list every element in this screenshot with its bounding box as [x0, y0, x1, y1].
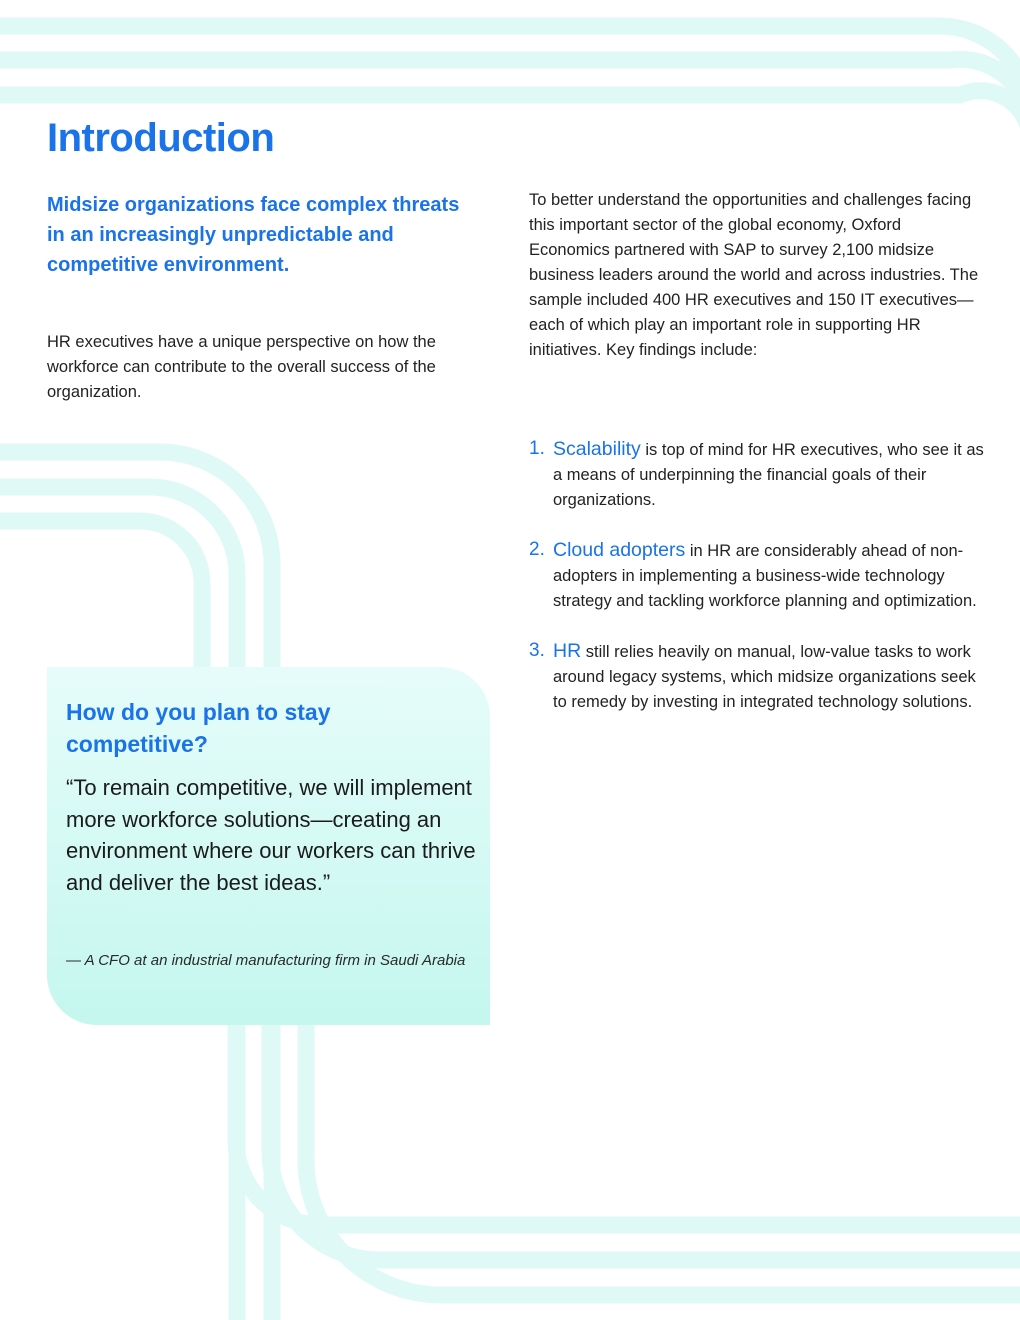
finding-term: HR	[553, 640, 582, 662]
finding-text: in HR are considerably ahead of non-adopters in implementing a business-wide technology strategy and tackling workforce planning and optimization.	[553, 542, 977, 610]
finding-item	[529, 437, 989, 513]
finding-item	[529, 639, 989, 715]
callout-title: How do you plan to stay competitive?	[66, 699, 331, 757]
callout-attribution: — A CFO at an industrial manufacturing firm in Saudi Arabia	[66, 952, 466, 969]
finding-number: 3.	[529, 640, 545, 661]
finding-term: Scalability	[553, 438, 641, 460]
finding-text: still relies heavily on manual, low-value tasks to work around legacy systems, which midsize organizations seek to remedy by investing in integrated technology solutions.	[553, 643, 976, 711]
callout-quote: “To remain competitive, we will implement more workforce solutions—creating an environment where our workers can thrive and deliver the best ideas.”	[66, 775, 476, 895]
page-title: Introduction	[47, 116, 275, 160]
finding-number: 2.	[529, 539, 545, 560]
bottom-stripe-1	[236, 1000, 1020, 1225]
key-findings-list	[529, 437, 989, 740]
finding-number: 1.	[529, 438, 545, 459]
bottom-stripe-3	[306, 1000, 1020, 1295]
finding-term: Cloud adopters	[553, 539, 686, 561]
left-body-paragraph: HR executives have a unique perspective on how the workforce can contribute to the overall success of the organization.	[47, 333, 436, 401]
lead-paragraph: Midsize organizations face complex threats in an increasingly unpredictable and competitive environment.	[47, 194, 460, 276]
finding-text: is top of mind for HR executives, who see it as a means of underpinning the financial goals of their organizations.	[553, 441, 984, 509]
finding-item	[529, 538, 989, 614]
right-body-paragraph: To better understand the opportunities and challenges facing this important sector of the global economy, Oxford Economics partnered with SAP to survey 2,100 midsize business leaders around the world and across industries. The sample included 400 HR executives and 150 IT executives—each of which play an important role in supporting HR initiatives. Key findings include:	[529, 191, 979, 359]
